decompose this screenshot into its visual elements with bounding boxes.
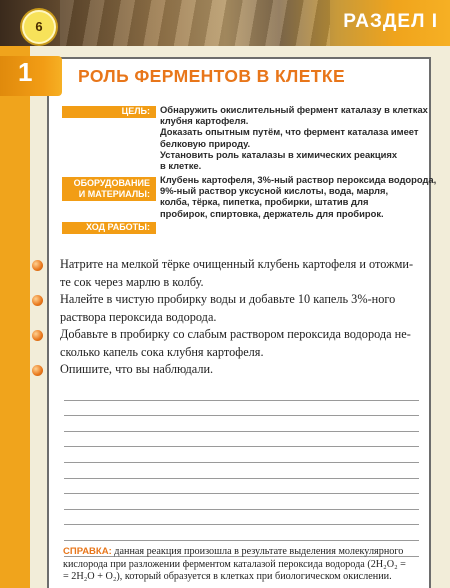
answer-line[interactable] <box>64 510 419 526</box>
answer-line[interactable] <box>64 463 419 479</box>
step-1 <box>60 256 430 291</box>
equipment-line: 9%-ный раствор уксусной кислоты, вода, марля, <box>160 185 389 197</box>
step-line: Налейте в чистую пробирку воды и добавьте 10 капель 3%-ного <box>60 292 396 306</box>
equipment-label <box>62 177 156 201</box>
equipment-label-line: И МАТЕРИАЛЫ: <box>78 189 150 199</box>
section-label: РАЗДЕЛ I <box>343 11 438 32</box>
page-number-badge: 6 <box>22 10 56 44</box>
step-line: Натрите на мелкой тёрке очищенный клубень картофеля и отожми- <box>60 257 414 271</box>
answer-line[interactable] <box>64 432 419 448</box>
reference-label: СПРАВКА: <box>63 546 112 557</box>
answer-line[interactable] <box>64 525 419 541</box>
goal-line: Доказать опытным путём, что фермент каталаза имеет <box>160 126 419 138</box>
answer-line[interactable] <box>64 494 419 510</box>
answer-line[interactable] <box>64 385 419 401</box>
answer-line[interactable] <box>64 479 419 495</box>
equipment-label-line: ОБОРУДОВАНИЕ <box>73 178 150 188</box>
equipment-text <box>160 174 437 219</box>
step-4 <box>60 361 430 379</box>
procedure-label: ХОД РАБОТЫ: <box>62 222 156 234</box>
answer-line[interactable] <box>64 416 419 432</box>
step-line: сколько капель сока клубня картофеля. <box>60 344 264 359</box>
answer-lines[interactable] <box>64 385 419 557</box>
lesson-number: 1 <box>18 57 33 87</box>
reference-note <box>63 546 428 584</box>
equipment-line: колба, тёрка, пипетка, пробирки, штатив для <box>160 196 369 208</box>
header-photo-strip <box>60 0 330 46</box>
step-line: те сок через марлю в колбу. <box>60 274 204 289</box>
goal-line: белковую природу. <box>160 137 251 149</box>
reference-line-1 <box>63 546 428 559</box>
goal-line: Установить роль каталазы в химических реакциях <box>160 148 398 160</box>
goal-line: клубня картофеля. <box>160 115 249 127</box>
step-line: Опишите, что вы наблюдали. <box>60 362 214 376</box>
equipment-line: пробирок, спиртовка, держатель для пробирок. <box>160 207 384 219</box>
goal-label: ЦЕЛЬ: <box>62 106 156 118</box>
equipment-line: Клубень картофеля, 3%-ный раствор пероксида водорода, <box>160 174 437 185</box>
goal-line: Обнаружить окислительный фермент каталазу в клетках <box>160 104 428 115</box>
step-bullet-icon <box>32 260 43 271</box>
answer-line[interactable] <box>64 447 419 463</box>
step-3 <box>60 326 430 361</box>
step-line: раствора пероксида водорода. <box>60 309 217 324</box>
reference-text: данная реакция произошла в результате выделения молекулярного <box>111 546 404 557</box>
goal-line: в клетке. <box>160 160 202 172</box>
step-line: Добавьте в пробирку со слабым раствором пероксида водорода не- <box>60 327 411 341</box>
reference-line: кислорода при разложении ферментом каталазой пероксида водорода (2H₂O₂ = <box>63 558 406 570</box>
step-bullet-icon <box>32 295 43 306</box>
step-bullet-icon <box>32 365 43 376</box>
left-margin-strip <box>0 46 33 588</box>
answer-line[interactable] <box>64 401 419 417</box>
lesson-title: РОЛЬ ФЕРМЕНТОВ В КЛЕТКЕ <box>78 66 346 86</box>
step-bullet-icon <box>32 330 43 341</box>
reference-line: = 2H₂O + O₂), который образуется в клетках при биологическом окислении. <box>63 571 392 582</box>
step-2 <box>60 291 430 326</box>
goal-text <box>160 104 428 172</box>
